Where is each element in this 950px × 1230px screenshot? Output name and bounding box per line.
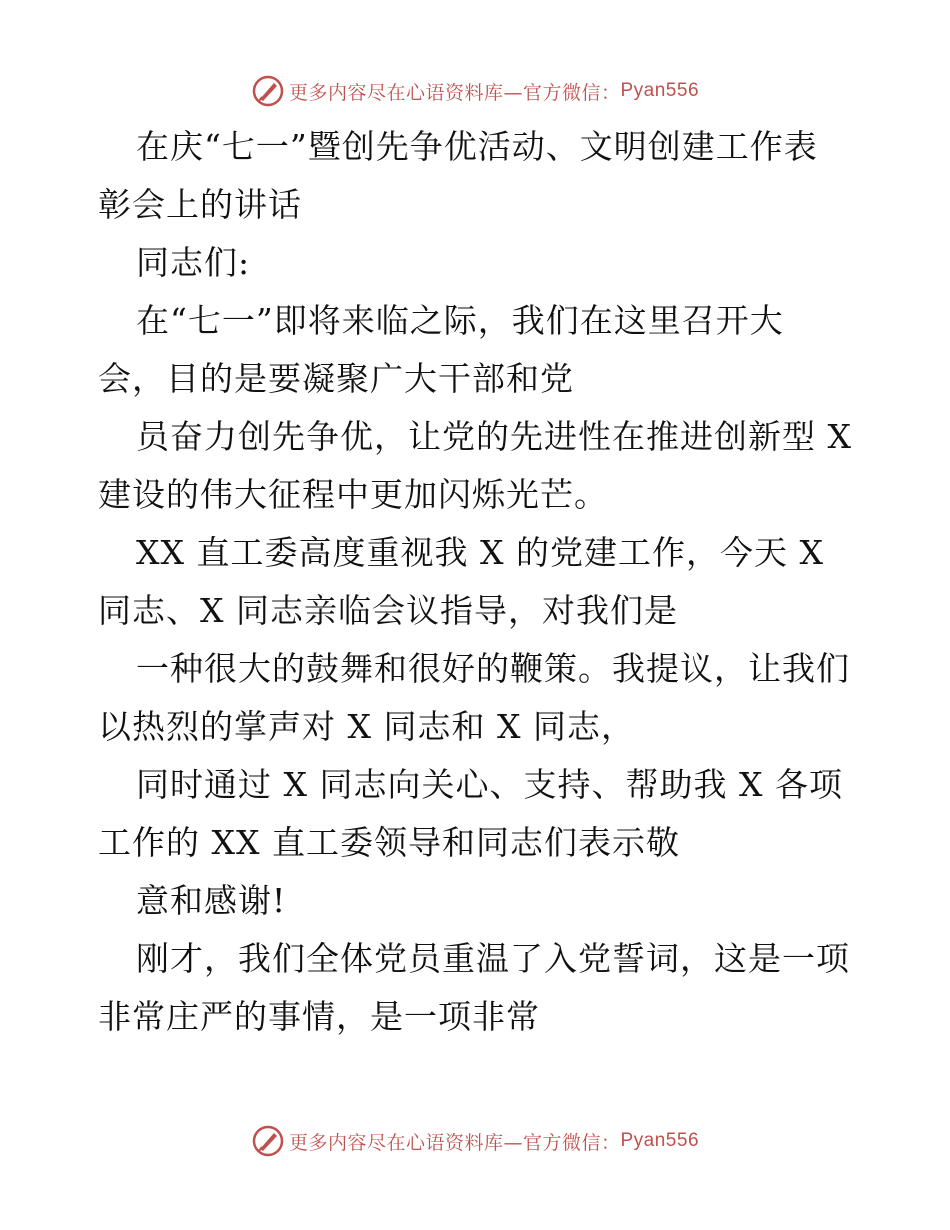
body-line: 非常庄严的事情，是一项非常 [98, 997, 540, 1036]
body-line: 员奋力创先争优，让党的先进性在推进创新型 X [136, 417, 852, 456]
body-line: 在“七一”即将来临之际，我们在这里召开大 [136, 301, 784, 340]
header-watermark [0, 74, 950, 108]
body-line: 会，目的是要凝聚广大干部和党 [98, 359, 574, 398]
quill-logo-icon [251, 1124, 285, 1158]
body-line: 同时通过 X 同志向关心、支持、帮助我 X 各项 [136, 765, 843, 804]
body-line: 工作的 XX 直工委领导和同志们表示敬 [98, 823, 680, 862]
watermark-main-text: 更多内容尽在心语资料库 [288, 1131, 504, 1154]
watermark-sub-text: —官方微信： [503, 81, 621, 104]
watermark-sub-text: —官方微信： [503, 1131, 621, 1154]
body-line: 建设的伟大征程中更加闪烁光芒。 [98, 475, 608, 514]
body-line: 以热烈的掌声对 X 同志和 X 同志， [98, 707, 635, 746]
body-line: 在庆“七一”暨创先争优活动、文明创建工作表 [136, 127, 818, 166]
body-line: 彰会上的讲话 [98, 185, 302, 224]
body-line: XX 直工委高度重视我 X 的党建工作，今天 X [136, 533, 824, 572]
watermark-main-text: 更多内容尽在心语资料库 [288, 81, 504, 104]
body-line: 意和感谢! [136, 881, 287, 920]
body-line: 同志们: [136, 243, 251, 282]
body-line: 同志、X 同志亲临会议指导，对我们是 [98, 591, 678, 630]
watermark-wechat-id: Pyan556 [620, 80, 700, 101]
body-line: 刚才，我们全体党员重温了入党誓词，这是一项 [136, 939, 850, 978]
quill-logo-icon [251, 74, 285, 108]
document-body [98, 118, 858, 1046]
footer-watermark [0, 1124, 950, 1158]
body-line: 一种很大的鼓舞和很好的鞭策。我提议，让我们 [136, 649, 850, 688]
watermark-wechat-id: Pyan556 [620, 1130, 700, 1151]
